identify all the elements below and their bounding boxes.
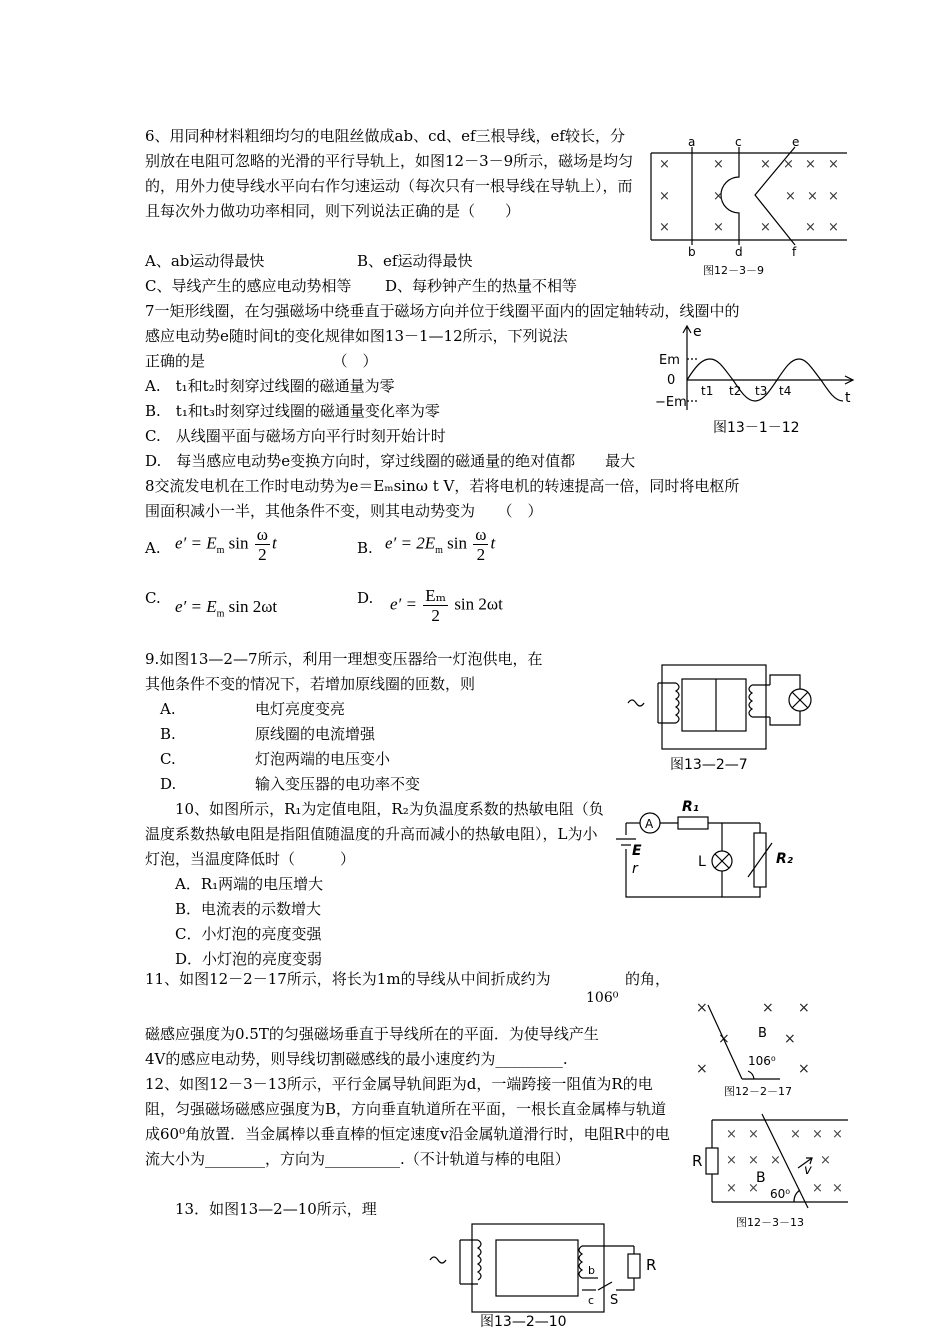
- q9-option-c: 灯泡两端的电压变小: [255, 750, 391, 768]
- q9-option-d-label: D.: [160, 775, 177, 793]
- q10-option-a: A．R₁两端的电压增大: [175, 875, 324, 893]
- q10-label-r2: R₂: [776, 851, 793, 867]
- svg-text:×: ×: [713, 220, 724, 235]
- q6-label-d: d: [735, 245, 743, 259]
- q12-fig-r: R: [692, 1152, 703, 1170]
- q11-stem-1-end: 的角，: [625, 970, 671, 988]
- q6-option-a: A、ab运动得最快: [145, 252, 265, 270]
- svg-text:×: ×: [696, 1000, 708, 1016]
- svg-text:×: ×: [828, 220, 839, 235]
- q11-fig-angle: 106⁰: [748, 1054, 776, 1068]
- q8-option-d-label: D.: [357, 589, 374, 607]
- q10-ammeter-label: A: [645, 817, 654, 831]
- svg-text:×: ×: [713, 189, 724, 204]
- svg-text:×: ×: [784, 1031, 796, 1047]
- svg-text:×: ×: [832, 1127, 843, 1142]
- svg-text:×: ×: [828, 189, 839, 204]
- q8-c-lhs: e′ = E: [175, 597, 217, 616]
- q10-label-e: E: [632, 843, 642, 859]
- q9-stem-2: 其他条件不变的情况下，若增加原线圈的匝数，则: [145, 675, 476, 693]
- q7-stem-1: 7一矩形线圈，在匀强磁场中绕垂直于磁场方向并位于线圈平面内的固定轴转动，线圈中的: [145, 302, 740, 320]
- svg-text:×: ×: [812, 1181, 823, 1196]
- svg-text:×: ×: [805, 220, 816, 235]
- q11-stem-1: 11、如图12－2－17所示，将长为1m的导线从中间折成约为: [145, 970, 551, 988]
- q9-figure: [620, 655, 820, 775]
- svg-text:×: ×: [762, 1000, 774, 1016]
- q12-fig-angle: 60⁰: [770, 1187, 791, 1201]
- q6-option-d: D、每秒钟产生的热量不相等: [385, 277, 578, 295]
- q12-stem: 12、如图12－3－13所示，平行金属导轨间距为d，一端跨接一阻值为R的电阻，匀强磁场磁感应强度为B，方向垂直轨道所在平面，一根长直金属棒与轨道成60⁰角放置．当金属棒以垂直棒的恒定速度v沿金属轨道滑行时，电阻R中的电流大小为________，方向为__________.（不计轨道与棒的电阻）: [145, 1075, 670, 1168]
- svg-text:×: ×: [785, 189, 796, 204]
- svg-text:×: ×: [798, 1000, 810, 1016]
- svg-text:×: ×: [820, 1153, 831, 1168]
- q9-stem-1: 9.如图13—2—7所示，利用一理想变压器给一灯泡供电，在: [145, 650, 543, 668]
- q9-option-b-label: B.: [160, 725, 176, 743]
- q6-label-c: c: [735, 135, 742, 149]
- q7-caption: 图13－1－12: [713, 420, 800, 436]
- q13-stem: 13．如图13—2—10所示，理: [175, 1200, 377, 1218]
- svg-text:×: ×: [790, 1127, 801, 1142]
- q9-caption: 图13—2—7: [670, 757, 748, 773]
- q6-caption: 图12－3－9: [703, 264, 764, 277]
- q11-angle: 106⁰: [586, 990, 619, 1006]
- q8-b-sin: sin: [447, 533, 467, 553]
- q10-label-r: r: [632, 861, 638, 877]
- q10-option-c: C．小灯泡的亮度变强: [175, 925, 322, 943]
- q7-label-neg-em: −Em: [655, 395, 687, 410]
- q9-option-c-label: C.: [160, 750, 176, 768]
- q7-label-em: Em: [659, 353, 680, 368]
- svg-text:×: ×: [783, 157, 794, 172]
- q8-d-num: Eₘ: [425, 586, 447, 605]
- svg-text:×: ×: [760, 220, 771, 235]
- q10-label-l: L: [698, 854, 706, 870]
- q7-option-b: B. t₁和t₃时刻穿过线圈的磁通量变化率为零: [145, 402, 440, 420]
- q8-a-num: ω: [256, 525, 268, 544]
- q11-fig-b: B: [758, 1026, 767, 1041]
- q9-option-a: 电灯亮度变亮: [255, 700, 346, 718]
- q7-tick-t3: t3: [755, 384, 768, 398]
- q8-b-lhs: e′ = 2E: [385, 533, 436, 553]
- q8-a-sin: sin: [228, 533, 249, 553]
- svg-text:×: ×: [696, 1061, 708, 1077]
- q8-d-lhs: e′ =: [390, 594, 417, 614]
- q8-stem-2: 围面积减小一半，其他条件不变，则其电动势变为 （ ）: [145, 502, 543, 520]
- q10-stem: 10、如图所示，R₁为定值电阻，R₂为负温度系数的热敏电阻（负温度系数热敏电阻是指阻值随温度的升高而减小的热敏电阻），L为小灯泡，当温度降低时（ ）: [145, 800, 604, 868]
- q8-b-sub: m: [435, 544, 443, 556]
- q11-figure: [690, 995, 830, 1100]
- q8-option-c-label: C.: [145, 589, 161, 607]
- q6-figure: [645, 135, 850, 280]
- q8-c-sub: m: [216, 608, 225, 620]
- q13-fig-c: c: [588, 1294, 595, 1307]
- q8-a-var: t: [271, 533, 277, 553]
- q12-fig-b: B: [756, 1170, 766, 1186]
- q13-figure: [420, 1218, 670, 1330]
- q6-label-e: e: [792, 135, 800, 149]
- q7-option-d: D. 每当感应电动势e变换方向时，穿过线圈的磁通量的绝对值都 最大: [145, 452, 636, 470]
- q6-stem: 6、用同种材料粗细均匀的电阻丝做成ab、cd、ef三根导线，ef较长，分别放在电阻可忽略的光滑的平行导轨上，如图12－3－9所示，磁场是均匀的，用外力使导线水平向右作匀速运动（每次只有一根导线在导轨上），而且每次外力做功功率相同，则下列说法正确的是（ ）: [145, 127, 634, 220]
- q8-option-b-label: B.: [357, 539, 373, 557]
- q10-figure: [612, 795, 812, 905]
- q8-c-rest: sin 2ωt: [228, 597, 278, 616]
- q8-a-lhs: e′ = E: [175, 533, 217, 553]
- q8-b-num: ω: [475, 525, 487, 544]
- q7-stem-3: 正确的是 （ ）: [145, 352, 378, 370]
- svg-text:×: ×: [807, 189, 818, 204]
- svg-text:×: ×: [798, 1061, 810, 1077]
- q8-a-den: 2: [258, 545, 267, 564]
- q8-b-den: 2: [476, 545, 486, 564]
- q8-option-a-label: A.: [145, 539, 161, 557]
- q6-label-a: a: [688, 135, 696, 149]
- q8-a-sub: m: [216, 544, 225, 556]
- q6-label-f: f: [792, 245, 797, 259]
- svg-text:×: ×: [659, 220, 670, 235]
- q7-option-c: C. 从线圈平面与磁场方向平行时刻开始计时: [145, 427, 446, 445]
- svg-text:×: ×: [726, 1181, 737, 1196]
- q7-option-a: A. t₁和t₂时刻穿过线圈的磁通量为零: [145, 377, 395, 395]
- q8-stem-1: 8交流发电机在工作时电动势为e＝Eₘsinω t V，若将电机的转速提高一倍，同时将电枢所: [145, 477, 740, 495]
- svg-text:×: ×: [726, 1153, 737, 1168]
- svg-text:×: ×: [748, 1181, 759, 1196]
- svg-text:×: ×: [748, 1153, 759, 1168]
- q10-option-d: D．小灯泡的亮度变弱: [175, 950, 323, 968]
- q9-option-d: 输入变压器的电功率不变: [255, 775, 421, 793]
- q7-stem-2: 感应电动势e随时间t的变化规律如图13－1—12所示，下列说法: [145, 327, 568, 345]
- q11-stem-2: 磁感应强度为0.5T的匀强磁场垂直于导线所在的平面．为使导线产生: [145, 1025, 599, 1043]
- q13-fig-b: b: [588, 1264, 595, 1277]
- svg-text:×: ×: [659, 189, 670, 204]
- q7-tick-t2: t2: [729, 384, 742, 398]
- svg-text:×: ×: [812, 1127, 823, 1142]
- q7-figure: [655, 322, 870, 440]
- q8-option-d-formula: [390, 586, 503, 625]
- q6-option-b: B、ef运动得最快: [357, 252, 473, 270]
- q8-d-rest: sin 2ωt: [454, 594, 503, 614]
- q12-fig-v: v: [804, 1163, 812, 1178]
- q7-label-zero: 0: [667, 373, 676, 388]
- svg-text:×: ×: [713, 157, 724, 172]
- q6-option-c: C、导线产生的感应电动势相等: [145, 277, 352, 295]
- q11-stem-3: 4V的感应电动势，则导线切割磁感线的最小速度约为_________.: [145, 1050, 568, 1068]
- q9-option-b: 原线圈的电流增强: [255, 725, 376, 743]
- svg-text:×: ×: [659, 157, 670, 172]
- svg-text:×: ×: [748, 1127, 759, 1142]
- q13-fig-r: R: [646, 1256, 657, 1274]
- q7-tick-t1: t1: [701, 384, 714, 398]
- q7-axis-e: e: [693, 324, 702, 340]
- q12-caption: 图12－3－13: [736, 1216, 804, 1229]
- svg-text:×: ×: [828, 157, 839, 172]
- q10-label-r1: R₁: [682, 799, 699, 815]
- q11-caption: 图12－2－17: [724, 1085, 792, 1098]
- q12-figure: [690, 1112, 850, 1232]
- svg-text:×: ×: [770, 1153, 781, 1168]
- q8-option-b-formula: [385, 525, 495, 564]
- svg-text:×: ×: [832, 1181, 843, 1196]
- q7-axis-t: t: [845, 390, 851, 406]
- q13-caption: 图13—2—10: [480, 1314, 567, 1330]
- q8-option-c-formula: [175, 597, 277, 619]
- svg-text:×: ×: [805, 157, 816, 172]
- q6-label-b: b: [688, 245, 696, 259]
- q8-d-den: 2: [431, 606, 440, 625]
- svg-text:×: ×: [760, 157, 771, 172]
- svg-text:×: ×: [726, 1127, 737, 1142]
- q9-option-a-label: A.: [160, 700, 176, 718]
- q10-option-b: B．电流表的示数增大: [175, 900, 322, 918]
- q8-b-var: t: [490, 533, 496, 553]
- q13-fig-s: S: [610, 1293, 619, 1308]
- q8-option-a-formula: [175, 525, 277, 564]
- q7-tick-t4: t4: [779, 384, 792, 398]
- svg-text:×: ×: [718, 1031, 730, 1047]
